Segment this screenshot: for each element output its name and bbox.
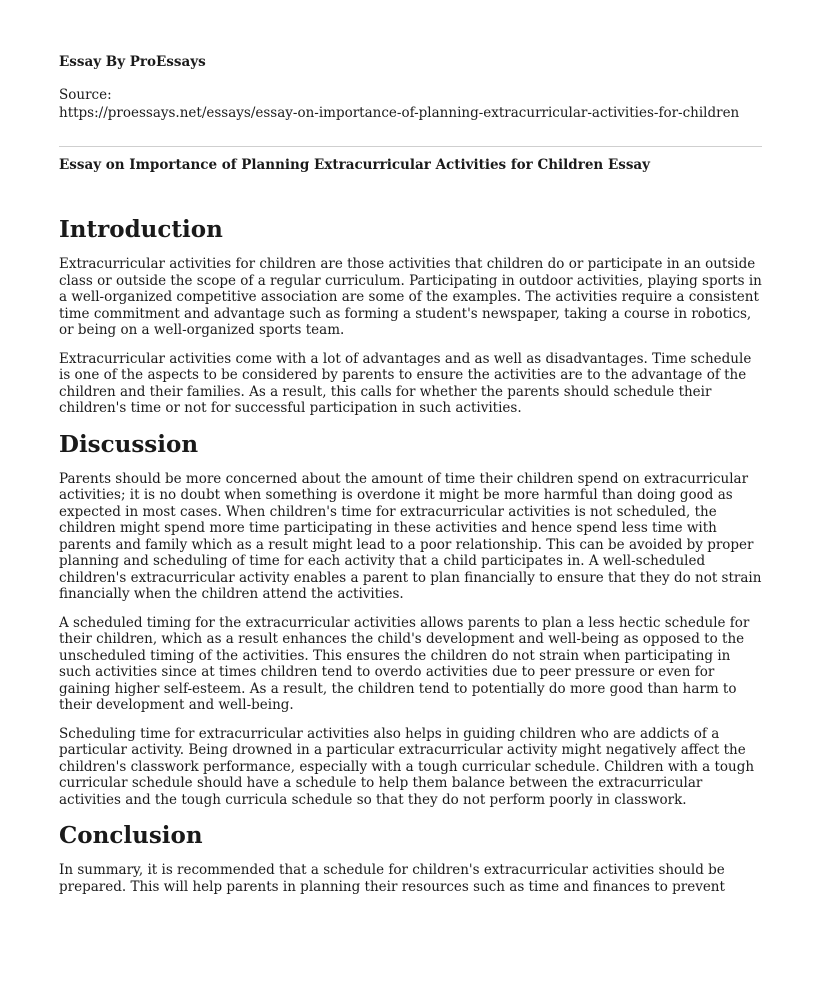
paragraph: Extracurricular activities for children are those activities that children do or participate in an outside class or outside the scope of a regular curriculum. Participating in outdoor activities, playing sports in a well-organized competitive association are some of the examples. The activities require a consistent time commitment and advantage such as forming a student's newspaper, taking a course in robotics, or being on a well-organized sports team. (59, 256, 762, 338)
paragraph: Extracurricular activities come with a lot of advantages and as well as disadvantages. Time schedule is one of the aspects to be considered by parents to ensure the activities are to the advantage of the children and their families. As a result, this calls for whether the parents should schedule their children's time or not for successful participation in such activities. (59, 350, 752, 416)
paragraph: A scheduled timing for the extracurricular activities allows parents to plan a less hectic schedule for their children, which as a result enhances the child's development and well-being as opposed to the unscheduled timing of the activities. This ensures the children do not strain when participating in such activities since at times children tend to overdo activities due to peer pressure or even for gaining higher self-esteem. As a result, the children tend to potentially do more good than harm to their development and well-being. (59, 614, 750, 713)
introduction-heading: Introduction (59, 216, 223, 243)
discussion-heading: Discussion (59, 430, 199, 458)
divider (59, 146, 762, 147)
byline: Essay By ProEssays (59, 54, 206, 70)
essay-body (59, 214, 765, 907)
source-block (59, 86, 764, 122)
paragraph: Scheduling time for extracurricular activities also helps in guiding children who are addicts of a particular activity. Being drowned in a particular extracurricular activity might negatively affect the children's classwork performance, especially with a tough curricular schedule. Children with a tough curricular schedule should have a schedule to help them balance between the extracurricular activities and the tough curricula schedule so that they do not perform poorly in classwork. (59, 725, 755, 808)
introduction-section (59, 214, 765, 417)
discussion-section (59, 429, 765, 809)
source-url: https://proessays.net/essays/essay-on-importance-of-planning-extracurricular-activities-for-children (59, 105, 740, 121)
paragraph: Parents should be more concerned about the amount of time their children spend on extracurricular activities; it is no doubt when something is overdone it might be more harmful than doing good as expected in most cases. When children's time for extracurricular activities is not scheduled, the children might spend more time participating in these activities and hence spend less time with parents and family which as a result might lead to a poor relationship. This can be avoided by proper planning and scheduling of time for each activity that a child participates in. A well-scheduled children's extracurricular activity enables a parent to plan financially to ensure that they do not strain financially when the children attend the activities. (59, 470, 762, 602)
conclusion-heading: Conclusion (59, 822, 203, 849)
source-label: Source: (59, 87, 112, 103)
conclusion-section (59, 820, 765, 895)
paragraph: In summary, it is recommended that a schedule for children's extracurricular activities should be prepared. This will help parents in planning their resources such as time and finances to prevent (59, 862, 725, 895)
essay-title: Essay on Importance of Planning Extracurricular Activities for Children Essay (59, 157, 651, 173)
